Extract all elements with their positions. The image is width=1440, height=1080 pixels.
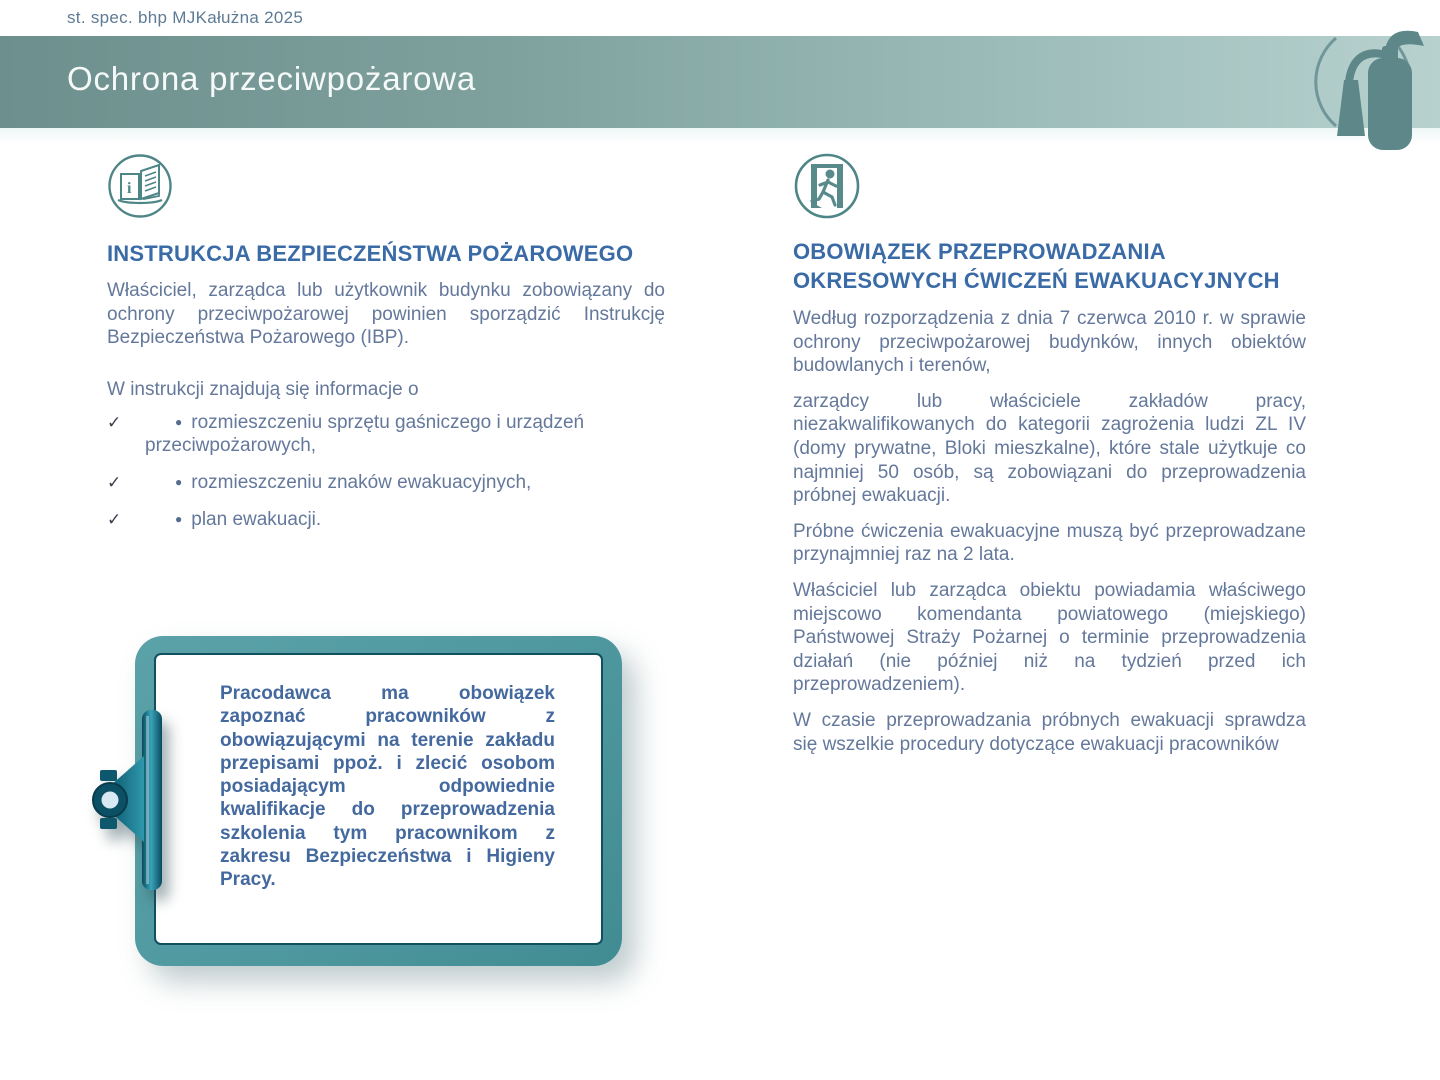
bullet-text <box>145 411 665 458</box>
title-banner <box>0 36 1440 128</box>
list-intro: W instrukcji znajdują się informacje o <box>107 378 419 400</box>
fire-extinguisher-svg <box>1290 22 1434 150</box>
check-icon: ✓ <box>107 472 122 492</box>
right-column <box>793 152 1306 756</box>
info-book-icon <box>107 153 173 219</box>
svg-text:i: i <box>127 180 132 197</box>
right-paragraph: Próbne ćwiczenia ewakuacyjne muszą być przeprowadzane przynajmniej raz na 2 lata. <box>793 520 1306 566</box>
bullet-label: rozmieszczeniu znaków ewakuacyjnych, <box>191 471 532 493</box>
clipboard-paper <box>154 653 603 945</box>
right-paragraph: Właściciel lub zarządca obiektu powiadamia właściwego miejscowo komendanta powiatowego (miejskiego) Państwowej Straży Pożarnej o terminie przeprowadzenia działań (nie później niż na tydzień przed ich przeprowadzeniem). <box>793 579 1306 696</box>
left-column <box>107 153 665 544</box>
right-paragraph: Według rozporządzenia z dnia 7 czerwca 2010 r. w sprawie ochrony przeciwpożarowej budynków, innych obiektów budowlanych i terenów, <box>793 308 1306 377</box>
left-intro-paragraph: Właściciel, zarządca lub użytkownik budynku zobowiązany do ochrony przeciwpożarowej powinien sporządzić Instrukcję Bezpieczeństwa Pożarowego (IBP). <box>107 280 665 349</box>
right-section-heading: OBOWIĄZEK PRZEPROWADZANIA OKRESOWYCH ĆWICZEŃ EWAKUACYJNYCH <box>793 239 1280 293</box>
bullet-dot-icon: ● <box>175 414 183 429</box>
clipboard-text: Pracodawca ma obowiązek zapoznać pracowników z obowiązującymi na terenie zakładu przepisami ppoż. i zlecić osobom posiadającym odpowiednie kwalifikacje do przeprowadzenia szkolenia tym pracownikom z zakresu Bezpieczeństwa i Higieny Pracy. <box>220 683 555 891</box>
right-paragraph: W czasie przeprowadzania próbnych ewakuacji sprawdza się wszelkie procedury dotyczące ewakuacji pracowników <box>793 709 1306 755</box>
check-icon: ✓ <box>107 412 122 432</box>
left-section-heading: INSTRUKCJA BEZPIECZEŃSTWA POŻAROWEGO <box>107 241 634 266</box>
clip-svg <box>80 704 180 896</box>
clipboard-clip-icon <box>80 704 180 896</box>
right-paragraph: zarządcy lub właściciele zakładów pracy, niezakwalifikowanych do kategorii zagrożenia ludzi ZL IV (domy prywatne, Bloki mieszkalne), które stale użytkuje co najmniej 50 osób, są zobowiązani do przeprowadzenia próbnej ewakuacji. <box>793 390 1306 507</box>
list-item <box>107 508 665 532</box>
bullet-text <box>145 508 665 532</box>
bullet-list <box>107 411 665 531</box>
clipboard <box>135 636 622 966</box>
list-item <box>107 411 665 458</box>
bullet-text <box>145 471 665 495</box>
bullet-label: plan ewakuacji. <box>191 508 322 530</box>
emergency-exit-icon <box>793 152 861 220</box>
bullet-dot-icon: ● <box>175 511 183 526</box>
list-item <box>107 471 665 495</box>
page-title: Ochrona przeciwpożarowa <box>67 60 477 97</box>
bullet-label: rozmieszczeniu sprzętu gaśniczego i urządzeń przeciwpożarowych, <box>145 411 585 457</box>
bullet-dot-icon: ● <box>175 474 183 489</box>
fire-extinguisher-icon <box>1290 22 1434 150</box>
credit-text: st. spec. bhp MJKałużna 2025 <box>67 8 304 27</box>
check-icon: ✓ <box>107 509 122 529</box>
